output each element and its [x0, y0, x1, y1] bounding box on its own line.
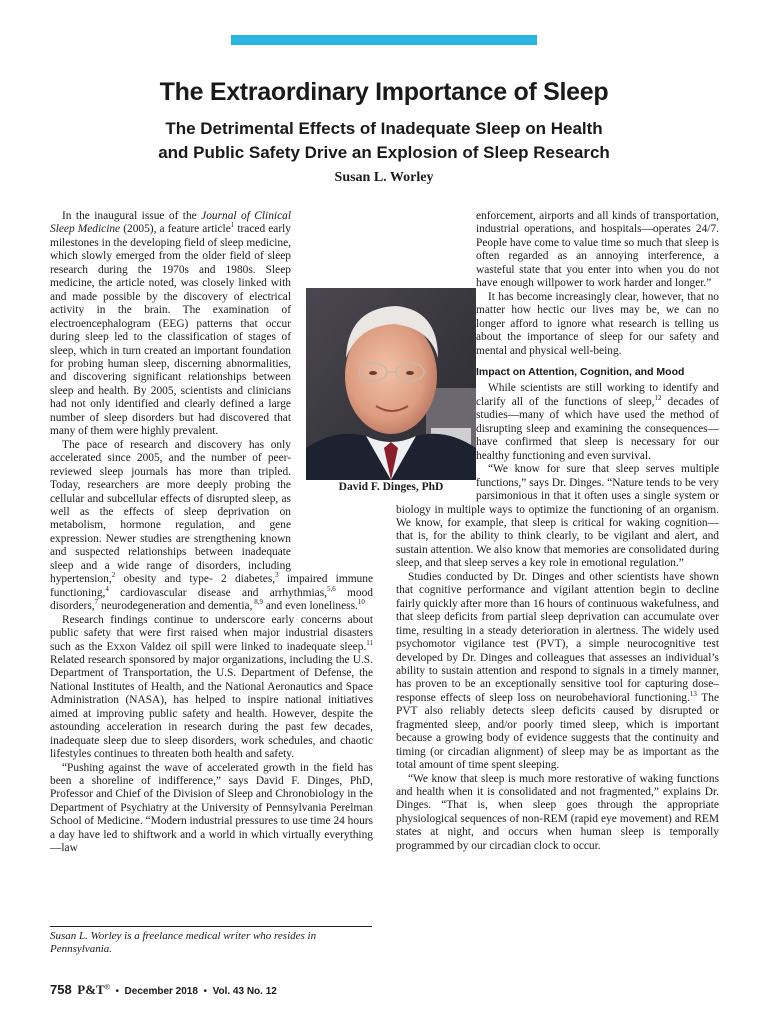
right-paragraph-5: Studies conducted by Dr. Dinges and other scientists have shown that cognitive performance and vigilant attention begin to decline fairly quickly after more than 16 hours of continuous wakefulness, and that sleep deficits from partial sleep deprivation can accumulate over time, resulting in a steady deterioration in alertness. The widely used psychomotor vigilance test (PVT), a simple neurocognitive test developed by Dr. Dinges and colleagues that assesses an individual’s ability to sustain attention and respond to signals in a timely manner, has proven to be an exceptionally sensitive tool for capturing dose–response effects of sleep loss on neurobehavioral functioning.$^{13}$ The PVT also reliably detects sleep deficits caused by disrupted or fragmented sleep, and/or poorly timed sleep, which is important because a growing body of evidence suggests that the continuity and timing (or circadian alignment) of sleep may be as important as the total amount of time spent sleeping. [396, 570, 720, 772]
author-footnote: Susan L. Worley is a freelance medical writer who resides in Pennsylvania. [50, 930, 317, 955]
citation: 8,9 [252, 598, 263, 607]
left-paragraph-3: Research findings continue to underscore early concerns about public safety that were first raised when major industrial disasters such as the Exxon Valdez oil spill were linked to inadequate sleep.$^{11}$ Related research sponsored by major organizations, including the U.S. Department of Transportation, the U.S. Department of Defense, the National Institutes of Health, and the National Aeronautics and Space Administration (NASA), has helped to inspire national initiatives aimed at improving public safety and health. However, despite the astounding acceleration in research during the past few decades, inadequate sleep due to sleep disorders, work schedules, and chaotic lifestyles continues to threaten both health and safety. [50, 613, 373, 761]
subtitle-line-1: The Detrimental Effects of Inadequate Sleep on Health [165, 119, 603, 138]
journal-brand: P&T [77, 982, 105, 997]
footer-separator: • [203, 986, 207, 997]
citation: 12 [654, 394, 662, 403]
issue-date: December 2018 [124, 986, 198, 997]
left-paragraph-1: In the inaugural issue of the Journal of Clinical Sleep Medicine (2005), a feature article$^1$ traced early milestones in the developing field of sleep medicine, which slowly emerged from the older field of sleep research during the 1970s and 1980s. Sleep medicine, the article noted, was closely linked with and made possible by the discovery of electrical activity in the brain. The examination of electroencephalogram (EEG) patterns that occur during sleep led to the classification of stages of sleep, which in turn created an important foundation for probing human sleep, discerning abnormalities, and discovering significant relationships between sleep and health. By 2005, scientists and clinicians had not only identified and clearly defined a large number of sleep disorders but had discovered that many of them were highly prevalent. [50, 210, 292, 438]
right-paragraph-6: “We know that sleep is much more restorative of waking functions and health when it is consolidated and not fragmented,” explains Dr. Dinges. “That is, when sleep goes through the appropriate physiological sequences of non-REM (rapid eye movement) and REM states at night, and occurs when human sleep is temporally programmed by our circadian clock to occur. [396, 772, 719, 852]
right-paragraph-3: While scientists are still working to identify and clarify all of the functions of sleep,$^{12}$ decades of studies—many of which have used the method of disrupting sleep and examining the consequences—have confirmed that sleep is necessary for our healthy functioning and even survival. [476, 382, 720, 462]
footnote-divider [50, 926, 372, 927]
portrait-photo [306, 288, 476, 480]
article-author: Susan L. Worley [334, 170, 434, 185]
accent-bar [231, 35, 537, 45]
citation: 2 [111, 571, 116, 580]
right-paragraph-4: “We know for sure that sleep serves multiple functions,” says Dr. Dinges. “Nature tends to be very parsimonious in that it often uses a single system or biology in multiple ways to optimize the functioning of an organism. We know, for example, that sleep is critical for waking cognition—that is, for the ability to think clearly, to be vigilant and alert, and sustain attention. We also know that memories are consolidated during sleep, and that sleep serves a key role in emotional regulation.” [396, 463, 719, 570]
citation: 7 [94, 598, 99, 607]
citation: 5,6 [327, 584, 336, 593]
citation: 4 [105, 584, 109, 593]
citation: 11 [366, 638, 373, 647]
portrait-illustration [306, 288, 476, 480]
journal-name: Journal of Clinical Sleep Medicine [50, 210, 291, 236]
page-footer [50, 982, 277, 998]
trademark-symbol: ® [104, 984, 110, 992]
right-paragraph-1: enforcement, airports and all kinds of transportation, industrial operations, and hospitals—operates 24/7. People have come to value time so much that sleep is often regarded as an annoying interference, a wasteful state that you enter into when you do not have enough willpower to work harder and longer.” [476, 210, 719, 290]
page-number: 758 [50, 982, 72, 997]
citation: 1 [230, 221, 235, 230]
left-paragraph-4: “Pushing against the wave of accelerated growth in the field has been a shoreline of indifference,” says David F. Dinges, PhD, Professor and Chief of the Division of Sleep and Chronobiology in the Department of Psychiatry at the University of Pennsylvania Perelman School of Medicine. “Modern industrial pressures to use time 24 hours a day have led to shiftwork and a world in which virtually everything—law [50, 761, 373, 855]
citation: 3 [275, 571, 279, 580]
subtitle-line-2: and Public Safety Drive an Explosion of Sleep Research [158, 143, 610, 162]
footer-separator: • [115, 986, 119, 997]
section-heading: Impact on Attention, Cognition, and Mood [476, 365, 685, 378]
citation: 13 [689, 690, 697, 699]
right-paragraph-2: It has become increasingly clear, however, that no matter how hectic our lives may be, we can no longer afford to ignore what research is telling us about the importance of sleep for our safety and mental and physical well-being. [476, 290, 719, 357]
citation: 10 [357, 598, 365, 607]
article-subtitle [60, 117, 708, 165]
volume-issue: Vol. 43 No. 12 [212, 986, 277, 997]
photo-caption: David F. Dinges, PhD [338, 481, 444, 493]
article-title: The Extraordinary Importance of Sleep [159, 78, 609, 106]
left-paragraph-2: The pace of research and discovery has only accelerated since 2005, and the number of peer-reviewed sleep journals has more than tripled. Today, researchers are more deeply probing the cellular and subcellular effects of disrupted sleep, as well as the effects of sleep deprivation on metabolism, hormone regulation, and gene expression. Newer studies are strengthening known and suspected relationships between inadequate sleep and a wide range of disorders, including hypertension,$^2$ obesity and type- 2 diabetes,$^3$ impaired immune functioning,$^4$ cardiovascular disease and arrhythmias,$^{5,6}$ mood disorders,$^7$ neurodegeneration and dementia, $^{8,9}$ and even loneliness.$^{10}$ [50, 438, 374, 613]
